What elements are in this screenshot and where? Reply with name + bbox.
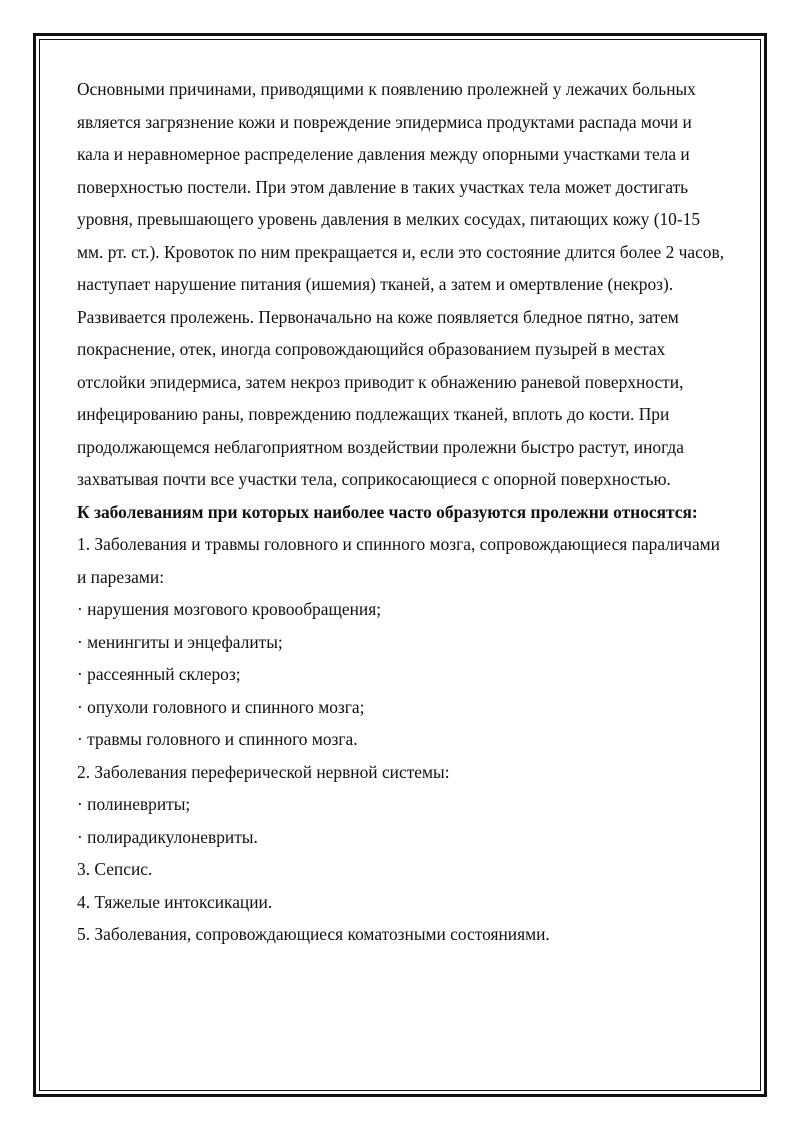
list-item: · травмы головного и спинного мозга. bbox=[77, 729, 358, 749]
list-item: 2. Заболевания переферической нервной системы: bbox=[77, 761, 450, 782]
section-heading: К заболеваниям при которых наиболее часто образуются пролежни относятся: bbox=[77, 501, 698, 522]
list-item: · нарушения мозгового кровообращения; bbox=[77, 599, 382, 619]
list-item: 5. Заболевания, сопровождающиеся коматозными состояниями. bbox=[77, 924, 550, 944]
paragraph-development: Развивается пролежень. Первоначально на коже появляется бледное пятно, затем покраснение, отек, иногда сопровождающийся образованием пузырей в местах отслойки эпидермиса, затем некроз приводит к обнажению раневой поверхности, инфецированию раны, повреждению подлежащих тканей, вплоть до кости. При продолжающемся неблагоприятном воздействии пролежни быстро растут, иногда захватывая почти все участки тела, соприкосающиеся с опорной поверхностью. bbox=[77, 306, 684, 489]
list-item: · опухоли головного и спинного мозга; bbox=[77, 696, 365, 717]
list-item: 4. Тяжелые интоксикации. bbox=[77, 891, 273, 912]
list-item: 3. Сепсис. bbox=[77, 859, 153, 879]
paragraph-causes: Основными причинами, приводящими к появлению пролежней у лежачих больных является загрязнение кожи и повреждение эпидермиса продуктами распада мочи и кала и неравномерное распределение давления между опорными участками тела и поверхностью постели. При этом давление в таких участках тела может достигать уровня, превышающего уровень давления в мелких сосудах, питающих кожу (10-15 мм. рт. ст.). Кровоток по ним прекращается и, если это состояние длится более 2 часов, наступает нарушение питания (ишемия) тканей, а затем и омертвление (некроз). bbox=[77, 79, 725, 294]
list-item: 1. Заболевания и травмы головного и спинного мозга, сопровождающиеся параличами и парезами: bbox=[77, 534, 720, 587]
list-item: · полирадикулоневриты. bbox=[77, 826, 258, 847]
document-body bbox=[77, 73, 727, 951]
list-item: · менингиты и энцефалиты; bbox=[77, 631, 283, 652]
list-item: · рассеянный склероз; bbox=[77, 664, 241, 684]
list-item: · полиневриты; bbox=[77, 794, 191, 814]
